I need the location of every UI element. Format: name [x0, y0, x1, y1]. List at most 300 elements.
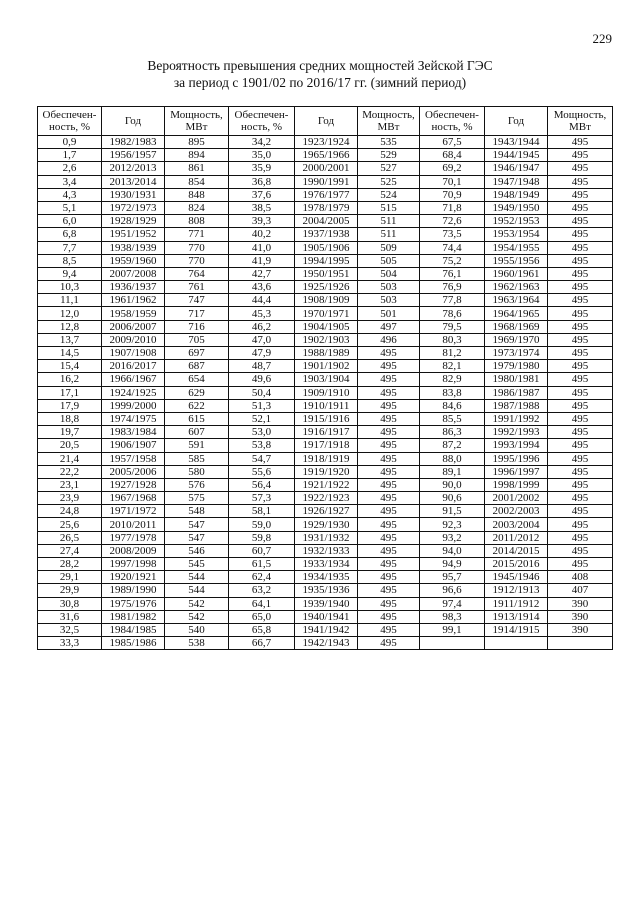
header-year: Год — [485, 107, 548, 136]
table-cell: 505 — [358, 254, 420, 267]
table-cell: 548 — [165, 505, 229, 518]
table-cell: 6,8 — [38, 228, 102, 241]
table-cell: 53,0 — [229, 426, 295, 439]
table-cell: 64,1 — [229, 597, 295, 610]
header-year: Год — [295, 107, 358, 136]
table-cell: 2011/2012 — [485, 531, 548, 544]
table-cell: 2012/2013 — [102, 162, 165, 175]
table-cell: 1941/1942 — [295, 623, 358, 636]
table-cell: 54,7 — [229, 452, 295, 465]
table-cell: 1961/1962 — [102, 294, 165, 307]
table-cell: 71,8 — [420, 201, 485, 214]
table-cell: 1999/2000 — [102, 399, 165, 412]
table-cell: 83,8 — [420, 386, 485, 399]
table-cell: 2015/2016 — [485, 558, 548, 571]
table-row — [38, 439, 613, 452]
table-cell: 495 — [548, 505, 613, 518]
table-cell: 29,1 — [38, 571, 102, 584]
table-cell: 771 — [165, 228, 229, 241]
table-cell: 56,4 — [229, 478, 295, 491]
table-cell: 82,9 — [420, 373, 485, 386]
table-cell: 1917/1918 — [295, 439, 358, 452]
table-cell: 495 — [358, 360, 420, 373]
table-row — [38, 175, 613, 188]
table-cell: 80,3 — [420, 333, 485, 346]
table-cell: 1,7 — [38, 149, 102, 162]
table-cell: 1994/1995 — [295, 254, 358, 267]
table-cell: 8,5 — [38, 254, 102, 267]
table-cell: 770 — [165, 254, 229, 267]
table-cell: 1934/1935 — [295, 571, 358, 584]
table-cell: 495 — [358, 558, 420, 571]
table-cell: 1964/1965 — [485, 307, 548, 320]
table-cell: 1933/1934 — [295, 558, 358, 571]
table-cell: 1919/1920 — [295, 465, 358, 478]
table-cell: 12,0 — [38, 307, 102, 320]
table-cell: 35,0 — [229, 149, 295, 162]
table-cell: 1980/1981 — [485, 373, 548, 386]
table-row — [38, 294, 613, 307]
table-cell: 19,7 — [38, 426, 102, 439]
table-cell: 16,2 — [38, 373, 102, 386]
table-cell: 90,0 — [420, 478, 485, 491]
table-cell: 1976/1977 — [295, 188, 358, 201]
table-cell: 545 — [165, 558, 229, 571]
table-cell: 2001/2002 — [485, 492, 548, 505]
table-cell: 495 — [548, 281, 613, 294]
table-cell: 544 — [165, 584, 229, 597]
table-cell: 1926/1927 — [295, 505, 358, 518]
table-cell: 48,7 — [229, 360, 295, 373]
table-row — [38, 531, 613, 544]
table-cell: 495 — [358, 531, 420, 544]
table-row — [38, 162, 613, 175]
table-cell: 21,4 — [38, 452, 102, 465]
table-cell: 61,5 — [229, 558, 295, 571]
table-cell: 542 — [165, 610, 229, 623]
table-cell: 495 — [548, 478, 613, 491]
table-cell: 1995/1996 — [485, 452, 548, 465]
table-cell: 495 — [548, 136, 613, 149]
table-cell: 504 — [358, 267, 420, 280]
table-cell: 6,0 — [38, 215, 102, 228]
table-row — [38, 518, 613, 531]
table-cell: 37,6 — [229, 188, 295, 201]
table-row — [38, 584, 613, 597]
table-row — [38, 492, 613, 505]
table-cell: 495 — [548, 492, 613, 505]
table-cell: 495 — [358, 347, 420, 360]
table-cell: 495 — [548, 307, 613, 320]
table-cell: 1903/1904 — [295, 373, 358, 386]
table-cell: 1993/1994 — [485, 439, 548, 452]
table-cell: 17,1 — [38, 386, 102, 399]
table-cell — [420, 637, 485, 650]
table-cell: 1990/1991 — [295, 175, 358, 188]
table-cell: 1909/1910 — [295, 386, 358, 399]
table-cell: 2014/2015 — [485, 544, 548, 557]
table-cell: 68,4 — [420, 149, 485, 162]
table-cell: 1921/1922 — [295, 478, 358, 491]
header-power: Мощность, МВт — [165, 107, 229, 136]
table-cell: 2003/2004 — [485, 518, 548, 531]
table-cell: 747 — [165, 294, 229, 307]
table-cell: 1989/1990 — [102, 584, 165, 597]
table-cell: 22,2 — [38, 465, 102, 478]
table-cell: 496 — [358, 333, 420, 346]
table-cell: 25,6 — [38, 518, 102, 531]
table-cell: 1923/1924 — [295, 136, 358, 149]
table-cell: 1977/1978 — [102, 531, 165, 544]
table-cell: 38,5 — [229, 201, 295, 214]
table-cell: 495 — [358, 373, 420, 386]
table-cell: 854 — [165, 175, 229, 188]
table-cell: 495 — [548, 320, 613, 333]
table-cell: 1930/1931 — [102, 188, 165, 201]
header-coverage: Обеспечен-ность, % — [38, 107, 102, 136]
table-row — [38, 544, 613, 557]
table-cell: 495 — [358, 492, 420, 505]
table-cell: 495 — [548, 188, 613, 201]
table-cell: 30,8 — [38, 597, 102, 610]
table-cell: 495 — [358, 584, 420, 597]
table-cell: 495 — [548, 360, 613, 373]
table-cell: 1913/1914 — [485, 610, 548, 623]
title-line-1: Вероятность превышения средних мощностей Зейской ГЭС — [147, 58, 493, 73]
table-cell: 43,6 — [229, 281, 295, 294]
table-cell: 31,6 — [38, 610, 102, 623]
table-cell: 495 — [548, 426, 613, 439]
table-cell: 13,7 — [38, 333, 102, 346]
table-cell: 497 — [358, 320, 420, 333]
table-cell: 42,7 — [229, 267, 295, 280]
table-cell: 495 — [358, 518, 420, 531]
table-cell: 73,5 — [420, 228, 485, 241]
table-cell: 76,9 — [420, 281, 485, 294]
table-cell: 88,0 — [420, 452, 485, 465]
table-cell: 1991/1992 — [485, 412, 548, 425]
table-cell: 1931/1932 — [295, 531, 358, 544]
table-cell: 525 — [358, 175, 420, 188]
table-cell: 98,3 — [420, 610, 485, 623]
table-cell: 717 — [165, 307, 229, 320]
table-cell: 1974/1975 — [102, 412, 165, 425]
table-cell: 495 — [548, 162, 613, 175]
table-cell: 390 — [548, 623, 613, 636]
table-cell: 1920/1921 — [102, 571, 165, 584]
header-coverage: Обеспечен-ность, % — [229, 107, 295, 136]
table-cell: 1905/1906 — [295, 241, 358, 254]
table-cell: 1973/1974 — [485, 347, 548, 360]
table-cell: 1954/1955 — [485, 241, 548, 254]
table-cell: 547 — [165, 531, 229, 544]
table-cell: 60,7 — [229, 544, 295, 557]
table-cell: 511 — [358, 228, 420, 241]
table-cell: 408 — [548, 571, 613, 584]
table-cell: 1971/1972 — [102, 505, 165, 518]
table-cell: 2,6 — [38, 162, 102, 175]
table-cell: 1968/1969 — [485, 320, 548, 333]
table-cell: 5,1 — [38, 201, 102, 214]
table-cell: 1957/1958 — [102, 452, 165, 465]
table-cell: 2009/2010 — [102, 333, 165, 346]
table-row — [38, 571, 613, 584]
table-cell: 20,5 — [38, 439, 102, 452]
table-cell: 495 — [548, 175, 613, 188]
table-cell: 50,4 — [229, 386, 295, 399]
table-cell: 1944/1945 — [485, 149, 548, 162]
table-cell: 23,9 — [38, 492, 102, 505]
table-cell: 1939/1940 — [295, 597, 358, 610]
table-row — [38, 136, 613, 149]
table-row — [38, 215, 613, 228]
table-cell: 495 — [358, 439, 420, 452]
table-cell: 2013/2014 — [102, 175, 165, 188]
table-cell: 495 — [548, 347, 613, 360]
table-cell: 495 — [358, 452, 420, 465]
table-cell: 894 — [165, 149, 229, 162]
table-cell: 63,2 — [229, 584, 295, 597]
table-cell: 23,1 — [38, 478, 102, 491]
table-cell: 27,4 — [38, 544, 102, 557]
table-row — [38, 267, 613, 280]
table-row — [38, 188, 613, 201]
table-cell: 93,2 — [420, 531, 485, 544]
table-cell: 622 — [165, 399, 229, 412]
table-cell: 10,3 — [38, 281, 102, 294]
table-cell: 90,6 — [420, 492, 485, 505]
table-cell: 70,1 — [420, 175, 485, 188]
table-cell: 1988/1989 — [295, 347, 358, 360]
table-cell: 67,5 — [420, 136, 485, 149]
table-cell: 761 — [165, 281, 229, 294]
table-row — [38, 373, 613, 386]
table-cell: 495 — [358, 399, 420, 412]
table-cell: 535 — [358, 136, 420, 149]
table-row — [38, 637, 613, 650]
table-row — [38, 465, 613, 478]
table-cell: 705 — [165, 333, 229, 346]
table-cell: 85,5 — [420, 412, 485, 425]
table-cell: 1956/1957 — [102, 149, 165, 162]
table-cell: 495 — [548, 215, 613, 228]
table-row — [38, 426, 613, 439]
table-cell: 17,9 — [38, 399, 102, 412]
table-cell: 1983/1984 — [102, 426, 165, 439]
table-cell: 580 — [165, 465, 229, 478]
table-cell: 24,8 — [38, 505, 102, 518]
table-cell: 1935/1936 — [295, 584, 358, 597]
table-cell: 15,4 — [38, 360, 102, 373]
table-cell: 390 — [548, 610, 613, 623]
table-cell: 97,4 — [420, 597, 485, 610]
table-cell: 59,8 — [229, 531, 295, 544]
table-cell: 716 — [165, 320, 229, 333]
table-row — [38, 320, 613, 333]
table-cell: 495 — [358, 505, 420, 518]
table-cell: 1937/1938 — [295, 228, 358, 241]
table-cell: 99,1 — [420, 623, 485, 636]
table-cell: 495 — [548, 386, 613, 399]
table-cell: 18,8 — [38, 412, 102, 425]
table-cell: 2010/2011 — [102, 518, 165, 531]
table-cell: 84,6 — [420, 399, 485, 412]
table-cell: 52,1 — [229, 412, 295, 425]
table-cell: 32,5 — [38, 623, 102, 636]
table-cell: 495 — [548, 228, 613, 241]
table-cell: 542 — [165, 597, 229, 610]
table-row — [38, 623, 613, 636]
table-row — [38, 452, 613, 465]
header-power: Мощность, МВт — [548, 107, 613, 136]
table-cell: 14,5 — [38, 347, 102, 360]
table-header-row — [38, 107, 613, 136]
table-cell: 808 — [165, 215, 229, 228]
table-cell: 79,5 — [420, 320, 485, 333]
table-cell: 94,9 — [420, 558, 485, 571]
table-cell: 12,8 — [38, 320, 102, 333]
table-cell: 895 — [165, 136, 229, 149]
table-cell: 1986/1987 — [485, 386, 548, 399]
table-cell: 546 — [165, 544, 229, 557]
table-row — [38, 478, 613, 491]
table-cell: 495 — [358, 544, 420, 557]
table-cell: 1965/1966 — [295, 149, 358, 162]
table-cell: 1996/1997 — [485, 465, 548, 478]
table-cell: 1982/1983 — [102, 136, 165, 149]
table-cell: 1970/1971 — [295, 307, 358, 320]
table-cell: 74,4 — [420, 241, 485, 254]
table-cell: 503 — [358, 281, 420, 294]
header-coverage: Обеспечен-ность, % — [420, 107, 485, 136]
table-cell: 764 — [165, 267, 229, 280]
table-cell: 1914/1915 — [485, 623, 548, 636]
table-cell: 89,1 — [420, 465, 485, 478]
table-cell: 1979/1980 — [485, 360, 548, 373]
table-cell: 47,9 — [229, 347, 295, 360]
table-cell: 9,4 — [38, 267, 102, 280]
table-cell: 1966/1967 — [102, 373, 165, 386]
table-cell: 26,5 — [38, 531, 102, 544]
table-cell: 1963/1964 — [485, 294, 548, 307]
table-cell: 1967/1968 — [102, 492, 165, 505]
table-cell: 495 — [548, 452, 613, 465]
table-cell: 1942/1943 — [295, 637, 358, 650]
table-cell: 503 — [358, 294, 420, 307]
probability-table — [37, 106, 613, 650]
table-cell: 28,2 — [38, 558, 102, 571]
table-cell: 540 — [165, 623, 229, 636]
table-cell: 51,3 — [229, 399, 295, 412]
table-cell: 495 — [548, 267, 613, 280]
table-cell: 495 — [358, 610, 420, 623]
table-cell: 1925/1926 — [295, 281, 358, 294]
table-row — [38, 241, 613, 254]
table-cell: 495 — [548, 241, 613, 254]
table-cell: 34,2 — [229, 136, 295, 149]
table-cell: 1936/1937 — [102, 281, 165, 294]
table-cell: 529 — [358, 149, 420, 162]
table-cell: 547 — [165, 518, 229, 531]
table-row — [38, 347, 613, 360]
table-cell: 2007/2008 — [102, 267, 165, 280]
table-cell: 1949/1950 — [485, 201, 548, 214]
table-cell: 407 — [548, 584, 613, 597]
table-cell: 1945/1946 — [485, 571, 548, 584]
table-cell: 1997/1998 — [102, 558, 165, 571]
table-cell: 495 — [358, 571, 420, 584]
table-cell: 1987/1988 — [485, 399, 548, 412]
document-title — [0, 57, 640, 91]
table-cell: 3,4 — [38, 175, 102, 188]
table-cell: 92,3 — [420, 518, 485, 531]
table-cell: 1947/1948 — [485, 175, 548, 188]
table-cell: 495 — [548, 254, 613, 267]
header-year: Год — [102, 107, 165, 136]
table-cell: 687 — [165, 360, 229, 373]
table-cell: 1938/1939 — [102, 241, 165, 254]
table-cell: 1932/1933 — [295, 544, 358, 557]
table-cell: 1912/1913 — [485, 584, 548, 597]
table-cell: 1904/1905 — [295, 320, 358, 333]
table-cell: 1960/1961 — [485, 267, 548, 280]
table-cell: 495 — [358, 623, 420, 636]
table-cell: 1915/1916 — [295, 412, 358, 425]
table-cell: 53,8 — [229, 439, 295, 452]
table-cell: 1901/1902 — [295, 360, 358, 373]
table-cell: 515 — [358, 201, 420, 214]
table-cell: 495 — [548, 531, 613, 544]
table-cell: 95,7 — [420, 571, 485, 584]
table-cell: 607 — [165, 426, 229, 439]
table-cell: 495 — [358, 597, 420, 610]
table-cell: 495 — [548, 558, 613, 571]
table-cell: 91,5 — [420, 505, 485, 518]
table-cell: 495 — [548, 439, 613, 452]
table-cell: 495 — [548, 518, 613, 531]
table-cell: 66,7 — [229, 637, 295, 650]
table-cell: 1943/1944 — [485, 136, 548, 149]
table-cell: 94,0 — [420, 544, 485, 557]
table-row — [38, 597, 613, 610]
table-cell: 81,2 — [420, 347, 485, 360]
table-row — [38, 201, 613, 214]
table-cell: 57,3 — [229, 492, 295, 505]
table-cell: 2008/2009 — [102, 544, 165, 557]
table-cell: 1969/1970 — [485, 333, 548, 346]
title-line-2: за период с 1901/02 по 2016/17 гг. (зимний период) — [173, 75, 467, 90]
table-cell: 591 — [165, 439, 229, 452]
table-row — [38, 149, 613, 162]
table-cell: 65,8 — [229, 623, 295, 636]
table-cell: 75,2 — [420, 254, 485, 267]
table-cell: 1981/1982 — [102, 610, 165, 623]
table-cell: 501 — [358, 307, 420, 320]
table-cell: 495 — [548, 373, 613, 386]
table-row — [38, 399, 613, 412]
table-cell: 1946/1947 — [485, 162, 548, 175]
table-cell: 1998/1999 — [485, 478, 548, 491]
table-cell: 29,9 — [38, 584, 102, 597]
table-cell: 1985/1986 — [102, 637, 165, 650]
table-cell: 824 — [165, 201, 229, 214]
table-cell: 36,8 — [229, 175, 295, 188]
table-cell: 1992/1993 — [485, 426, 548, 439]
header-power: Мощность, МВт — [358, 107, 420, 136]
table-cell — [548, 637, 613, 650]
table-cell: 35,9 — [229, 162, 295, 175]
table-row — [38, 386, 613, 399]
